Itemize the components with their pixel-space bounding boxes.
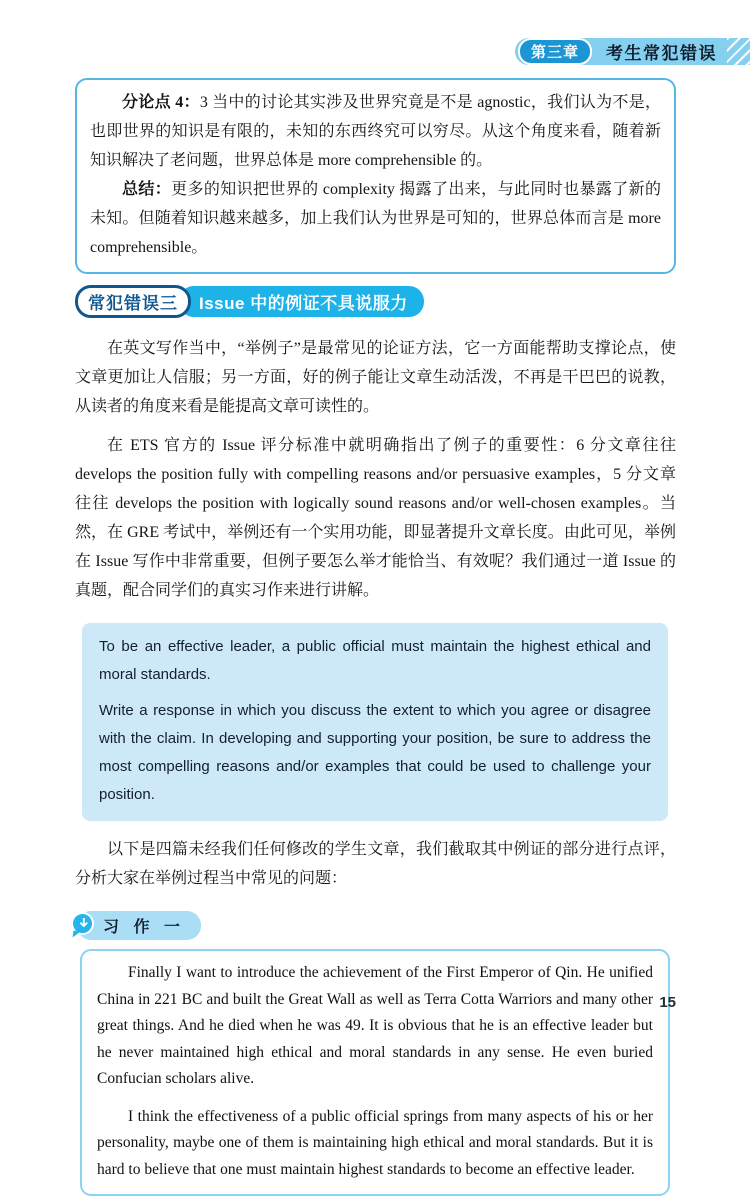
prompt-instructions: Write a response in which you discuss the extent to which you agree or disagree with the claim. In developing and supporting your position, be sure to address the most compelling reasons and/or examples that could be used to challenge your position. — [99, 702, 651, 803]
summary-conclusion-text: 更多的知识把世界的 complexity 揭露了出来，与此同时也暴露了新的未知。但随着知识越来越多，加上我们认为世界是可知的，世界总体而言是 more comprehensible。 — [90, 181, 661, 256]
intro-paragraph-1: 在英文写作当中，“举例子”是最常见的论证方法，它一方面能帮助支撑论点，使文章更加让人信服；另一方面，好的例子能让文章生动活泼，不再是干巴巴的说教，从读者的角度来看是能提高文章可读性的。 — [75, 340, 676, 415]
exercise-label-row — [75, 911, 676, 941]
exercise-label: 习 作 一 — [103, 919, 185, 936]
summary-point-label: 分论点 4： — [122, 94, 200, 111]
summary-point-text: 3 当中的讨论其实涉及世界究竟是不是 agnostic，我们认为不是，也即世界的知识是有限的，未知的东西终究可以穷尽。从这个角度来看，随着新知识解决了老问题，世界总体是 more comprehensible 的。 — [90, 94, 661, 169]
exercise-one-pill — [77, 911, 201, 940]
summary-paragraph — [90, 88, 661, 175]
summary-conclusion-label: 总结： — [122, 181, 172, 198]
chapter-title: 考生常犯错误 — [606, 44, 718, 63]
intro-paragraph-3: 以下是四篇未经我们任何修改的学生文章，我们截取其中例证的部分进行点评，分析大家在举例过程当中常见的问题： — [75, 841, 676, 887]
essay-paragraph-2: I think the effectiveness of a public official springs from many aspects of his or her personality, maybe one of them is maintaining high ethical and moral standards. But it is hard to believe that one must maintain highest standards to become an effective leader. — [97, 1107, 653, 1178]
summary-box — [75, 78, 676, 274]
intro-paragraph-2: 在 ETS 官方的 Issue 评分标准中就明确指出了例子的重要性：6 分文章往往 develops the position fully with compelling reasons and/or persuasive examples，5 分文章往往 develops the position with logically sound reasons and/or well-chosen examples。当然，在 GRE 考试中，举例还有一个实用功能，即显著提升文章长度。由此可见，举例在 Issue 写作中非常重要，但例子要怎么举才能恰当、有效呢？我们通过一道 Issue 的真题，配合同学们的真实习作来进行讲解。 — [75, 437, 676, 599]
section-title-pill: Issue 中的例证不具说服力 — [179, 286, 424, 317]
page-number: 15 — [659, 994, 676, 1011]
essay-paragraph-1: Finally I want to introduce the achievement of the First Emperor of Qin. He unified China in 221 BC and built the Great Wall as well as Terra Cotta Warriors and many other great things. And he died when he was 49. It is obvious that he is an effective leader but he never maintained high ethical and moral standards in any sense. He even buried Confucian scholars alive. — [97, 964, 653, 1087]
section-number-pill: 常犯错误三 — [75, 285, 191, 318]
chapter-badge: 第三章 — [518, 38, 592, 65]
page-content-column — [75, 78, 676, 1196]
chapter-banner — [515, 38, 750, 65]
summary-paragraph — [90, 175, 661, 262]
section-heading — [75, 285, 676, 318]
speech-bubble-arrow-icon — [71, 912, 94, 935]
student-essay-box — [80, 949, 670, 1196]
prompt-claim: To be an effective leader, a public official must maintain the highest ethical and moral standards. — [99, 638, 651, 683]
banner-stripes-decoration — [727, 38, 750, 65]
issue-prompt-box — [82, 623, 668, 821]
